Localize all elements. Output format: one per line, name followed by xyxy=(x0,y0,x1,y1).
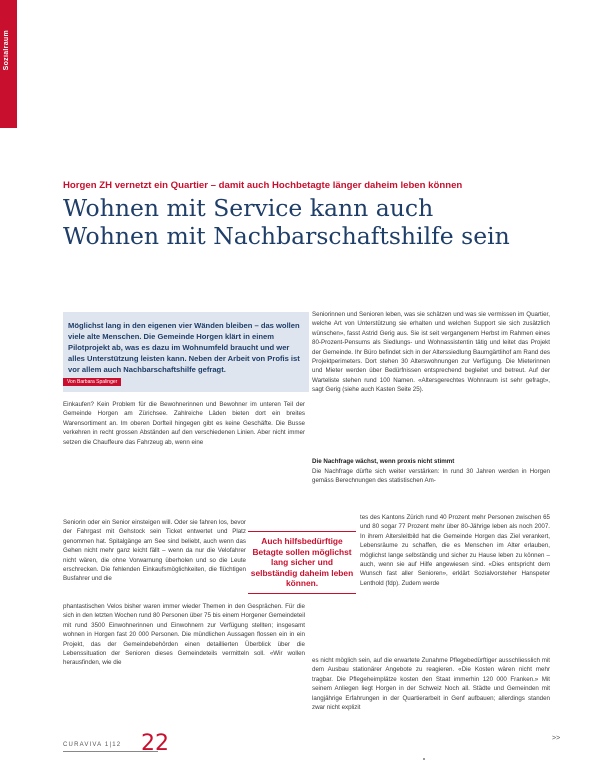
body-column-1-bottom: phantastischen Velos bisher waren immer wieder Themen in den Gesprächen. Für die sich in den letzten Wochen rund 80 Personen über 75 bis einem Horgener Gemeindeteil mit rund 3500 Einwohnerinnen und Einwohnern zur Verfügung stellten; insgesamt wohnen in Horgen fast 20 000 Personen. Die mündlichen Aussagen flossen ein in ein Projekt, das der Gemeindebehörden einen detaillierten Überblick über die Lebenssituation der Senioren dieses Gemeindeteils vermitteln soll. «Wir wollen herausfinden, wie die xyxy=(63,603,305,667)
section-tab xyxy=(0,0,17,128)
body-column-2-top: Seniorinnen und Senioren leben, was sie schätzen und was sie vermissen im Quartier, welche Art von Unterstützung sie erhalten und welchen Support sie sich zusätzlich wünschen», fasst Astrid Gerig aus. Sie ist seit vergangenem Herbst im Rahmen eines 80-Prozent-Pensums als Siedlungs- und Wohnassistentin tätig und leitet das Projekt der Gemeinde. Ihr Büro befindet sich in der Alterssiedlung Baumgärtlihof am Rand des Projektperimeters. Dort stehen 30 Alterswohnungen zur Verfügung. Die Mieterinnen und Mieter werden über Bedürfnissen entsprechend begleitet und betreut. Auf der Warteliste stehen rund 100 Namen. «Altersgerechtes Wohnraum ist sehr gefragt», sagt Gerig (siehe auch Kasten Seite 25). xyxy=(312,311,550,394)
body-column-1-top: Einkaufen? Kein Problem für die Bewohnerinnen und Bewohner im unteren Teil der Gemeinde Horgen am Zürichsee. Zahlreiche Läden bieten dort ein breites Warensortiment an. Im oberen Dorfteil hingegen gibt es keine Geschäfte. Die Busse verkehren in recht grossen Abständen auf den verschiedenen Linien. Aber nicht immer setzen die Chauffeure das Fahrzeug ab, wenn eine xyxy=(63,401,305,446)
section-label: Sozialraum xyxy=(3,30,10,71)
title-line: Wohnen mit Nachbarschaftshilfe sein xyxy=(63,222,510,250)
article-title xyxy=(63,194,583,250)
body-column-2-intro: Die Nachfrage dürfte sich weiter verstärken: In rund 30 Jahren werden in Horgen gemäss Berechnungen des statistischen Am- xyxy=(312,468,550,485)
continue-arrow-icon: >> xyxy=(552,735,561,742)
author-byline: Von Barbara Spalinger xyxy=(63,378,121,386)
body-column-2-middle: tes des Kantons Zürich rund 40 Prozent mehr Personen zwischen 65 und 80 sogar 77 Prozent mehr über 80-Jährige leben als noch 2007. In ihrem Altersleitbild hat die Gemeinde Horgen das Ziel verankert, Lebensräume zu schaffen, die es Menschen im Alter erlauben, möglichst lange selbständig und sicher zu Hause leben zu können – auch, wenn sie auf Hilfe angewiesen sind. «Dies entspricht dem Wunsch fast aller Senioren», erklärt Sozialvorsteher Hanspeter Lenthold (fdp). Zudem werde xyxy=(360,514,550,587)
subheading: Die Nachfrage wächst, wenn proxis nicht stimmt xyxy=(312,458,455,465)
body-column-1-middle: Seniorin oder ein Senior einsteigen will. Oder sie fahren los, bevor der Fahrgast mit Gehstock sein Ticket entwertet und Platz genommen hat. Spitalgänge am See sind beliebt, auch wenn das Gehen nicht mehr ganz leicht fällt – wenn da nur die Velofahrer nicht wären, die ohne Vorwarnung überholen und so die Leute erschrecken. Die fehlenden Einkaufsmöglichkeiten, die flüchtigen Busfahrer und die xyxy=(63,519,246,583)
pull-quote: Auch hilfsbedürftige Betagte sollen möglichst lang sicher und selbständig daheim leben können. xyxy=(248,531,356,594)
kicker: Horgen ZH vernetzt ein Quartier – damit auch Hochbetagte länger daheim leben können xyxy=(63,180,463,191)
title-line: Wohnen mit Service kann auch xyxy=(63,194,434,222)
dot-mark xyxy=(423,758,425,760)
lead-paragraph: Möglichst lang in den eigenen vier Wänden bleiben – das wollen viele alte Menschen. Die Gemeinde Horgen klärt in einem Pilotprojekt ab, was es dazu im Wohnumfeld braucht und wer alles Unterstützung leisten kann. Neben der Arbeit von Profis ist vor allem auch Nachbarschaftshilfe gefragt. xyxy=(68,321,300,374)
footer-publication: CURAVIVA 1|12 xyxy=(63,742,122,748)
body-column-2-bottom: es nicht möglich sein, auf die erwartete Zunahme Pflegebedürftiger ausschliesslich mit dem Ausbau stationärer Angebote zu reagieren. «Die Kosten wären nicht mehr tragbar. Die Pflegeheimplätze kosten den Staat immerhin 120 000 Franken.» Mit seinem Anliegen liegt Horgen in der Schweiz Noch all. Städte und Gemeinden mit langjährige Erfahrungen in der Quartierarbeit in Genf aufbauen; allerdings standen zwar nicht explizit xyxy=(312,657,550,712)
page-number: 22 xyxy=(141,731,169,756)
